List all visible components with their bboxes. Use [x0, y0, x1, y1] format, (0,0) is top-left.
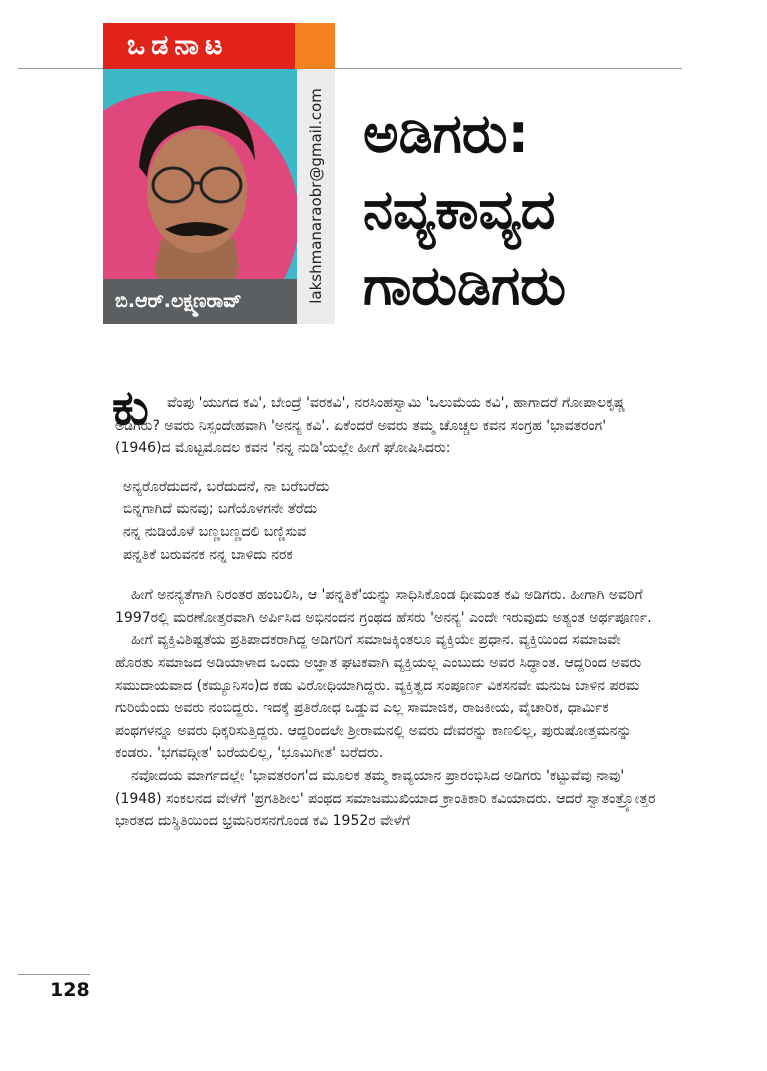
poem-block: [123, 476, 663, 566]
paragraph: ವೆಂಪು 'ಯುಗದ ಕವಿ', ಬೇಂದ್ರೆ 'ವರಕವಿ', ನರಸಿಂಹಸ್ವಾಮಿ 'ಒಲುಮೆಯ ಕವಿ', ಹಾಗಾದರೆ ಗೋಪಾಲಕೃಷ್ಣ ಅಡಿಗರು? ಅವರು ನಿಸ್ಸಂದೇಹವಾಗಿ 'ಅನನ್ಯ ಕವಿ'. ಏಕೆಂದರೆ ಅವರು ತಮ್ಮ ಚೊಚ್ಚಲ ಕವನ ಸಂಗ್ರಹ 'ಭಾವತರಂಗ' (1946)ದ ಮೊಟ್ಟಮೊದಲ ಕವನ 'ನನ್ನ ನುಡಿ'ಯಲ್ಲೇ ಹೀಗೆ ಘೋಷಿಸಿದರು:: [115, 395, 626, 457]
paragraph: ಹೀಗೆ ಅನನ್ಯತೆಗಾಗಿ ನಿರಂತರ ಹಂಬಲಿಸಿ, ಆ 'ಪನ್ನತಿಕೆ'ಯನ್ನು ಸಾಧಿಸಿಕೊಂಡ ಧೀಮಂತ ಕವಿ ಅಡಿಗರು. ಹೀಗಾಗಿ ಅವರಿಗೆ 1997ರಲ್ಲಿ ಮರಣೋತ್ತರವಾಗಿ ಅರ್ಪಿಸಿದ ಅಭಿನಂದನ ಗ್ರಂಥದ ಹೆಸರು 'ಅನನ್ಯ' ಎಂದೇ ಇರುವುದು ಅತ್ಯಂತ ಅರ್ಥಪೂರ್ಣ.: [115, 587, 652, 626]
column-label: ಒಡನಾಟ: [103, 23, 295, 69]
page-number: 128: [50, 979, 90, 1001]
drop-cap: ಕು: [112, 380, 149, 436]
paragraph: ಹೀಗೆ ವ್ಯಕ್ತಿವಿಶಿಷ್ಟತೆಯ ಪ್ರತಿಪಾದಕರಾಗಿದ್ದ ಅಡಿಗರಿಗೆ ಸಮಾಜಕ್ಕಿಂತಲೂ ವ್ಯಕ್ತಿಯೇ ಪ್ರಧಾನ. ವ್ಯಕ್ತಿಯಿಂದ ಸಮಾಜವೇ ಹೊರತು ಸಮಾಜದ ಅಡಿಯಾಳಾದ ಒಂದು ಅಜ್ಞಾತ ಘಟಕವಾಗಿ ವ್ಯಕ್ತಿಯಲ್ಲ ಎಂಬುದು ಅವರ ಸಿದ್ಧಾಂತ. ಆದ್ದರಿಂದ ಅವರು ಸಮುದಾಯವಾದ (ಕಮ್ಯೂನಿಸಂ)ದ ಕಡು ವಿರೋಧಿಯಾಗಿದ್ದರು. ವ್ಯಕ್ತಿತ್ವದ ಸಂಪೂರ್ಣ ವಿಕಸನವೇ ಮನುಜ ಬಾಳಿನ ಪರಮ ಗುರಿಯೆಂದು ಅವರು ನಂಬಿದ್ದರು. ಇದಕ್ಕೆ ಪ್ರತಿರೋಧ ಒಡ್ಡುವ ಎಲ್ಲ ಸಾಮಾಜಿಕ, ರಾಜಕೀಯ, ವೈಚಾರಿಕ, ಧಾರ್ಮಿಕ ಪಂಥಗಳನ್ನೂ ಅವರು ಧಿಕ್ಕರಿಸುತ್ತಿದ್ದರು. ಆದ್ದರಿಂದಲೇ ಶ್ರೀರಾಮನಲ್ಲಿ ಅವರು ದೇವರನ್ನು ಕಾಣಲಿಲ್ಲ, ಪುರುಷೋತ್ತಮನನ್ನು ಕಂಡರು. 'ಭಗವದ್ಗೀತ' ಬರೆಯಲಿಲ್ಲ, 'ಭೂಮಿಗೀತ' ಬರೆದರು.: [115, 632, 642, 762]
author-email[interactable]: lakshmanaraobr@gmail.com: [307, 88, 325, 304]
column-label-accent: [295, 23, 335, 69]
title-line: ಅಡಿಗರು:: [363, 102, 530, 165]
title-line: ನವ್ಯಕಾವ್ಯದ: [363, 178, 556, 241]
article-title: [363, 96, 566, 324]
article-body: [115, 392, 663, 833]
author-name: ಬಿ.ಆರ್.ಲಕ್ಷ್ಮಣರಾವ್: [103, 279, 297, 324]
footer-rule: [18, 974, 90, 975]
poem-line: ಪನ್ನತಿಕೆ ಬರುವನಕ ನನ್ನ ಬಾಳಿದು ನರಕ: [123, 546, 293, 563]
title-line: ಗಾರುಡಿಗರು: [363, 254, 566, 317]
poem-line: ಬಿನ್ನಗಾಗಿದೆ ಮನವು; ಬಗೆಯೊಳಗನೇ ತೆರೆದು: [123, 501, 318, 518]
poem-line: ಅನ್ಯರೊರೆದುದನೆ, ಬರೆದುದನೆ, ನಾ ಬರೆಬರೆದು: [123, 478, 330, 495]
poem-line: ನನ್ನ ನುಡಿಯೊಳೆ ಬಣ್ಣಬಣ್ಣದಲಿ ಬಣ್ಣಿಸುವ: [123, 523, 307, 540]
paragraph: ನವೋದಯ ಮಾರ್ಗದಲ್ಲೇ 'ಭಾವತರಂಗ'ದ ಮೂಲಕ ತಮ್ಮ ಕಾವ್ಯಯಾನ ಪ್ರಾರಂಭಿಸಿದ ಅಡಿಗರು 'ಕಟ್ಟುವೆವು ನಾವು' (1948) ಸಂಕಲನದ ವೇಳೆಗೆ 'ಪ್ರಗತಿಶೀಲ' ಪಂಥದ ಸಮಾಜಮುಖಿಯಾದ ಕ್ರಾಂತಿಕಾರಿ ಕವಿಯಾದರು. ಆದರೆ ಸ್ವಾತಂತ್ರ್ಯೋತ್ತರ ಭಾರತದ ದುಸ್ಥಿತಿಯಿಂದ ಭ್ರಮನಿರಸನಗೊಂಡ ಕವಿ 1952ರ ವೇಳೆಗೆ: [115, 767, 656, 830]
